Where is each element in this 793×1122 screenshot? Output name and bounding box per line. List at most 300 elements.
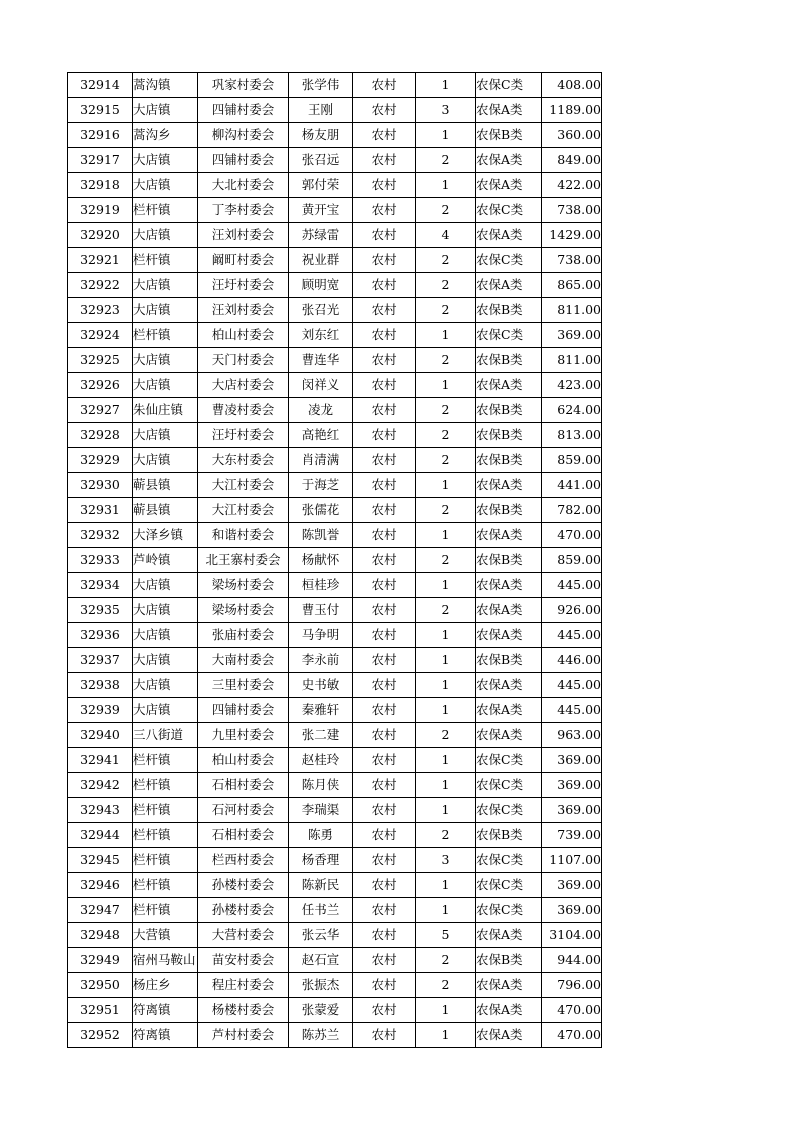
insurance-category-cell: 农保A类: [476, 723, 542, 748]
village-committee-cell: 四铺村委会: [198, 698, 289, 723]
person-name-cell: 高艳红: [289, 423, 353, 448]
insurance-category-cell: 农保B类: [476, 423, 542, 448]
household-type-cell: 农村: [353, 323, 416, 348]
table-row: [68, 523, 602, 548]
town-name-cell: 大店镇: [133, 173, 198, 198]
household-type-cell: 农村: [353, 448, 416, 473]
village-committee-cell: 张庙村委会: [198, 623, 289, 648]
insurance-category-cell: 农保C类: [476, 873, 542, 898]
town-name-cell: 杨庄乡: [133, 973, 198, 998]
table-row: [68, 323, 602, 348]
person-name-cell: 陈新民: [289, 873, 353, 898]
record-id-cell: 32946: [68, 873, 133, 898]
record-id-cell: 32935: [68, 598, 133, 623]
insurance-category-cell: 农保A类: [476, 698, 542, 723]
person-name-cell: 闵祥义: [289, 373, 353, 398]
town-name-cell: 大店镇: [133, 598, 198, 623]
person-name-cell: 赵桂玲: [289, 748, 353, 773]
insurance-category-cell: 农保C类: [476, 898, 542, 923]
household-type-cell: 农村: [353, 223, 416, 248]
table-row: [68, 923, 602, 948]
amount-cell: 3104.00: [542, 923, 602, 948]
amount-cell: 1189.00: [542, 98, 602, 123]
village-committee-cell: 苗安村委会: [198, 948, 289, 973]
member-count-cell: 1: [416, 998, 476, 1023]
record-id-cell: 32936: [68, 623, 133, 648]
person-name-cell: 肖清满: [289, 448, 353, 473]
insurance-category-cell: 农保A类: [476, 173, 542, 198]
table-row: [68, 148, 602, 173]
town-name-cell: 大营镇: [133, 923, 198, 948]
record-id-cell: 32929: [68, 448, 133, 473]
insurance-category-cell: 农保B类: [476, 648, 542, 673]
household-type-cell: 农村: [353, 848, 416, 873]
person-name-cell: 张云华: [289, 923, 353, 948]
member-count-cell: 1: [416, 1023, 476, 1048]
amount-cell: 470.00: [542, 523, 602, 548]
town-name-cell: 芦岭镇: [133, 548, 198, 573]
insurance-category-cell: 农保A类: [476, 273, 542, 298]
household-type-cell: 农村: [353, 523, 416, 548]
record-id-cell: 32919: [68, 198, 133, 223]
table-row: [68, 398, 602, 423]
table-row: [68, 998, 602, 1023]
town-name-cell: 大店镇: [133, 673, 198, 698]
insurance-category-cell: 农保C类: [476, 198, 542, 223]
amount-cell: 423.00: [542, 373, 602, 398]
table-row: [68, 298, 602, 323]
insurance-category-cell: 农保A类: [476, 598, 542, 623]
member-count-cell: 1: [416, 473, 476, 498]
record-id-cell: 32952: [68, 1023, 133, 1048]
town-name-cell: 大店镇: [133, 148, 198, 173]
household-type-cell: 农村: [353, 823, 416, 848]
record-id-cell: 32926: [68, 373, 133, 398]
record-id-cell: 32940: [68, 723, 133, 748]
person-name-cell: 张召光: [289, 298, 353, 323]
amount-cell: 369.00: [542, 873, 602, 898]
table-row: [68, 98, 602, 123]
member-count-cell: 1: [416, 173, 476, 198]
amount-cell: 849.00: [542, 148, 602, 173]
record-id-cell: 32918: [68, 173, 133, 198]
household-type-cell: 农村: [353, 98, 416, 123]
village-committee-cell: 柏山村委会: [198, 323, 289, 348]
insurance-category-cell: 农保A类: [476, 923, 542, 948]
household-type-cell: 农村: [353, 623, 416, 648]
person-name-cell: 李永前: [289, 648, 353, 673]
insurance-category-cell: 农保C类: [476, 798, 542, 823]
village-committee-cell: 芦村村委会: [198, 1023, 289, 1048]
amount-cell: 1107.00: [542, 848, 602, 873]
village-committee-cell: 柳沟村委会: [198, 123, 289, 148]
record-id-cell: 32914: [68, 73, 133, 98]
record-id-cell: 32944: [68, 823, 133, 848]
table-row: [68, 898, 602, 923]
household-type-cell: 农村: [353, 198, 416, 223]
record-id-cell: 32941: [68, 748, 133, 773]
member-count-cell: 2: [416, 948, 476, 973]
person-name-cell: 赵石宣: [289, 948, 353, 973]
household-type-cell: 农村: [353, 173, 416, 198]
member-count-cell: 1: [416, 123, 476, 148]
household-type-cell: 农村: [353, 873, 416, 898]
town-name-cell: 蒿沟镇: [133, 73, 198, 98]
insurance-category-cell: 农保A类: [476, 623, 542, 648]
table-row: [68, 223, 602, 248]
amount-cell: 470.00: [542, 1023, 602, 1048]
household-type-cell: 农村: [353, 573, 416, 598]
person-name-cell: 顾明宽: [289, 273, 353, 298]
record-id-cell: 32948: [68, 923, 133, 948]
household-type-cell: 农村: [353, 598, 416, 623]
person-name-cell: 陈苏兰: [289, 1023, 353, 1048]
record-id-cell: 32921: [68, 248, 133, 273]
insurance-category-cell: 农保C类: [476, 73, 542, 98]
record-id-cell: 32945: [68, 848, 133, 873]
town-name-cell: 栏杆镇: [133, 773, 198, 798]
member-count-cell: 5: [416, 923, 476, 948]
household-type-cell: 农村: [353, 548, 416, 573]
member-count-cell: 1: [416, 323, 476, 348]
table-row: [68, 873, 602, 898]
amount-cell: 470.00: [542, 998, 602, 1023]
village-committee-cell: 柏山村委会: [198, 748, 289, 773]
household-type-cell: 农村: [353, 898, 416, 923]
town-name-cell: 大店镇: [133, 373, 198, 398]
household-type-cell: 农村: [353, 798, 416, 823]
household-type-cell: 农村: [353, 398, 416, 423]
village-committee-cell: 四铺村委会: [198, 98, 289, 123]
insurance-category-cell: 农保B类: [476, 348, 542, 373]
town-name-cell: 大店镇: [133, 298, 198, 323]
record-id-cell: 32930: [68, 473, 133, 498]
amount-cell: 738.00: [542, 248, 602, 273]
member-count-cell: 1: [416, 648, 476, 673]
record-id-cell: 32950: [68, 973, 133, 998]
village-committee-cell: 大江村委会: [198, 498, 289, 523]
record-id-cell: 32922: [68, 273, 133, 298]
table-row: [68, 373, 602, 398]
household-type-cell: 农村: [353, 148, 416, 173]
roster-table: [67, 72, 602, 1048]
village-committee-cell: 孙楼村委会: [198, 873, 289, 898]
household-type-cell: 农村: [353, 698, 416, 723]
insurance-category-cell: 农保C类: [476, 248, 542, 273]
amount-cell: 782.00: [542, 498, 602, 523]
village-committee-cell: 杨楼村委会: [198, 998, 289, 1023]
town-name-cell: 大店镇: [133, 273, 198, 298]
village-committee-cell: 大东村委会: [198, 448, 289, 473]
amount-cell: 369.00: [542, 798, 602, 823]
person-name-cell: 陈月侠: [289, 773, 353, 798]
town-name-cell: 栏杆镇: [133, 323, 198, 348]
table-row: [68, 848, 602, 873]
village-committee-cell: 巩家村委会: [198, 73, 289, 98]
town-name-cell: 栏杆镇: [133, 748, 198, 773]
record-id-cell: 32947: [68, 898, 133, 923]
amount-cell: 813.00: [542, 423, 602, 448]
insurance-category-cell: 农保B类: [476, 398, 542, 423]
table-row: [68, 198, 602, 223]
member-count-cell: 2: [416, 198, 476, 223]
town-name-cell: 大店镇: [133, 623, 198, 648]
insurance-category-cell: 农保B类: [476, 823, 542, 848]
record-id-cell: 32931: [68, 498, 133, 523]
insurance-category-cell: 农保A类: [476, 223, 542, 248]
member-count-cell: 2: [416, 973, 476, 998]
household-type-cell: 农村: [353, 1023, 416, 1048]
person-name-cell: 桓桂珍: [289, 573, 353, 598]
person-name-cell: 杨香理: [289, 848, 353, 873]
village-committee-cell: 大江村委会: [198, 473, 289, 498]
person-name-cell: 张蒙爱: [289, 998, 353, 1023]
household-type-cell: 农村: [353, 123, 416, 148]
table-row: [68, 673, 602, 698]
village-committee-cell: 大店村委会: [198, 373, 289, 398]
person-name-cell: 郭付荣: [289, 173, 353, 198]
town-name-cell: 三八街道: [133, 723, 198, 748]
record-id-cell: 32916: [68, 123, 133, 148]
village-committee-cell: 大营村委会: [198, 923, 289, 948]
member-count-cell: 4: [416, 223, 476, 248]
member-count-cell: 1: [416, 898, 476, 923]
record-id-cell: 32943: [68, 798, 133, 823]
person-name-cell: 杨献怀: [289, 548, 353, 573]
village-committee-cell: 和谐村委会: [198, 523, 289, 548]
member-count-cell: 1: [416, 798, 476, 823]
table-row: [68, 73, 602, 98]
record-id-cell: 32933: [68, 548, 133, 573]
table-row: [68, 548, 602, 573]
table-row: [68, 973, 602, 998]
member-count-cell: 2: [416, 273, 476, 298]
household-type-cell: 农村: [353, 298, 416, 323]
amount-cell: 811.00: [542, 298, 602, 323]
person-name-cell: 曹玉付: [289, 598, 353, 623]
amount-cell: 422.00: [542, 173, 602, 198]
table-row: [68, 598, 602, 623]
table-row: [68, 173, 602, 198]
table-row: [68, 498, 602, 523]
town-name-cell: 符离镇: [133, 1023, 198, 1048]
member-count-cell: 1: [416, 773, 476, 798]
record-id-cell: 32937: [68, 648, 133, 673]
record-id-cell: 32932: [68, 523, 133, 548]
village-committee-cell: 石河村委会: [198, 798, 289, 823]
member-count-cell: 2: [416, 398, 476, 423]
town-name-cell: 大店镇: [133, 348, 198, 373]
village-committee-cell: 九里村委会: [198, 723, 289, 748]
insurance-category-cell: 农保A类: [476, 373, 542, 398]
insurance-category-cell: 农保B类: [476, 123, 542, 148]
insurance-category-cell: 农保B类: [476, 548, 542, 573]
village-committee-cell: 阚町村委会: [198, 248, 289, 273]
member-count-cell: 1: [416, 748, 476, 773]
record-id-cell: 32938: [68, 673, 133, 698]
insurance-category-cell: 农保B类: [476, 948, 542, 973]
insurance-category-cell: 农保A类: [476, 673, 542, 698]
village-committee-cell: 梁场村委会: [198, 573, 289, 598]
village-committee-cell: 曹凌村委会: [198, 398, 289, 423]
village-committee-cell: 汪圩村委会: [198, 423, 289, 448]
amount-cell: 369.00: [542, 773, 602, 798]
amount-cell: 926.00: [542, 598, 602, 623]
town-name-cell: 宿州马鞍山: [133, 948, 198, 973]
village-committee-cell: 程庄村委会: [198, 973, 289, 998]
person-name-cell: 曹连华: [289, 348, 353, 373]
member-count-cell: 1: [416, 873, 476, 898]
village-committee-cell: 大南村委会: [198, 648, 289, 673]
amount-cell: 445.00: [542, 623, 602, 648]
insurance-category-cell: 农保C类: [476, 323, 542, 348]
amount-cell: 811.00: [542, 348, 602, 373]
table-row: [68, 648, 602, 673]
table-row: [68, 473, 602, 498]
household-type-cell: 农村: [353, 273, 416, 298]
insurance-category-cell: 农保C类: [476, 848, 542, 873]
member-count-cell: 1: [416, 673, 476, 698]
amount-cell: 859.00: [542, 548, 602, 573]
member-count-cell: 2: [416, 423, 476, 448]
insurance-category-cell: 农保A类: [476, 473, 542, 498]
amount-cell: 360.00: [542, 123, 602, 148]
household-type-cell: 农村: [353, 748, 416, 773]
village-committee-cell: 栏西村委会: [198, 848, 289, 873]
insurance-category-cell: 农保C类: [476, 773, 542, 798]
table-row: [68, 348, 602, 373]
town-name-cell: 大店镇: [133, 448, 198, 473]
amount-cell: 1429.00: [542, 223, 602, 248]
town-name-cell: 栏杆镇: [133, 898, 198, 923]
person-name-cell: 张二建: [289, 723, 353, 748]
village-committee-cell: 丁李村委会: [198, 198, 289, 223]
town-name-cell: 蕲县镇: [133, 498, 198, 523]
member-count-cell: 2: [416, 498, 476, 523]
insurance-category-cell: 农保A类: [476, 973, 542, 998]
household-type-cell: 农村: [353, 923, 416, 948]
village-committee-cell: 汪圩村委会: [198, 273, 289, 298]
person-name-cell: 陈勇: [289, 823, 353, 848]
amount-cell: 369.00: [542, 898, 602, 923]
record-id-cell: 32924: [68, 323, 133, 348]
person-name-cell: 张振杰: [289, 973, 353, 998]
town-name-cell: 大店镇: [133, 573, 198, 598]
insurance-category-cell: 农保B类: [476, 498, 542, 523]
amount-cell: 445.00: [542, 673, 602, 698]
person-name-cell: 张召远: [289, 148, 353, 173]
table-row: [68, 948, 602, 973]
village-committee-cell: 天门村委会: [198, 348, 289, 373]
record-id-cell: 32928: [68, 423, 133, 448]
person-name-cell: 杨友朋: [289, 123, 353, 148]
village-committee-cell: 石相村委会: [198, 773, 289, 798]
town-name-cell: 栏杆镇: [133, 248, 198, 273]
household-type-cell: 农村: [353, 498, 416, 523]
household-type-cell: 农村: [353, 423, 416, 448]
table-row: [68, 273, 602, 298]
record-id-cell: 32920: [68, 223, 133, 248]
person-name-cell: 王刚: [289, 98, 353, 123]
village-committee-cell: 梁场村委会: [198, 598, 289, 623]
member-count-cell: 3: [416, 98, 476, 123]
record-id-cell: 32915: [68, 98, 133, 123]
town-name-cell: 大店镇: [133, 648, 198, 673]
town-name-cell: 栏杆镇: [133, 823, 198, 848]
member-count-cell: 1: [416, 623, 476, 648]
table-row: [68, 798, 602, 823]
insurance-category-cell: 农保A类: [476, 573, 542, 598]
household-type-cell: 农村: [353, 948, 416, 973]
member-count-cell: 2: [416, 723, 476, 748]
person-name-cell: 史书敏: [289, 673, 353, 698]
amount-cell: 445.00: [542, 573, 602, 598]
member-count-cell: 1: [416, 523, 476, 548]
amount-cell: 796.00: [542, 973, 602, 998]
household-type-cell: 农村: [353, 998, 416, 1023]
insurance-category-cell: 农保B类: [476, 298, 542, 323]
person-name-cell: 张学伟: [289, 73, 353, 98]
village-committee-cell: 三里村委会: [198, 673, 289, 698]
table-row: [68, 1023, 602, 1048]
insurance-category-cell: 农保A类: [476, 998, 542, 1023]
record-id-cell: 32917: [68, 148, 133, 173]
table-row: [68, 773, 602, 798]
table-row: [68, 723, 602, 748]
person-name-cell: 于海芝: [289, 473, 353, 498]
member-count-cell: 1: [416, 573, 476, 598]
town-name-cell: 大店镇: [133, 223, 198, 248]
amount-cell: 865.00: [542, 273, 602, 298]
record-id-cell: 32925: [68, 348, 133, 373]
amount-cell: 445.00: [542, 698, 602, 723]
town-name-cell: 大店镇: [133, 698, 198, 723]
village-committee-cell: 大北村委会: [198, 173, 289, 198]
household-type-cell: 农村: [353, 648, 416, 673]
person-name-cell: 马争明: [289, 623, 353, 648]
record-id-cell: 32934: [68, 573, 133, 598]
amount-cell: 739.00: [542, 823, 602, 848]
insurance-category-cell: 农保A类: [476, 98, 542, 123]
town-name-cell: 蕲县镇: [133, 473, 198, 498]
amount-cell: 624.00: [542, 398, 602, 423]
town-name-cell: 朱仙庄镇: [133, 398, 198, 423]
person-name-cell: 苏绿雷: [289, 223, 353, 248]
member-count-cell: 3: [416, 848, 476, 873]
member-count-cell: 2: [416, 348, 476, 373]
person-name-cell: 李瑞渠: [289, 798, 353, 823]
person-name-cell: 黄开宝: [289, 198, 353, 223]
amount-cell: 859.00: [542, 448, 602, 473]
table-row: [68, 448, 602, 473]
table-row: [68, 423, 602, 448]
person-name-cell: 秦雅轩: [289, 698, 353, 723]
table-row: [68, 623, 602, 648]
record-id-cell: 32951: [68, 998, 133, 1023]
person-name-cell: 刘东红: [289, 323, 353, 348]
member-count-cell: 2: [416, 823, 476, 848]
town-name-cell: 栏杆镇: [133, 198, 198, 223]
household-type-cell: 农村: [353, 673, 416, 698]
member-count-cell: 2: [416, 448, 476, 473]
amount-cell: 738.00: [542, 198, 602, 223]
person-name-cell: 祝业群: [289, 248, 353, 273]
insurance-category-cell: 农保A类: [476, 523, 542, 548]
member-count-cell: 2: [416, 548, 476, 573]
person-name-cell: 张儒花: [289, 498, 353, 523]
town-name-cell: 大店镇: [133, 423, 198, 448]
member-count-cell: 2: [416, 148, 476, 173]
